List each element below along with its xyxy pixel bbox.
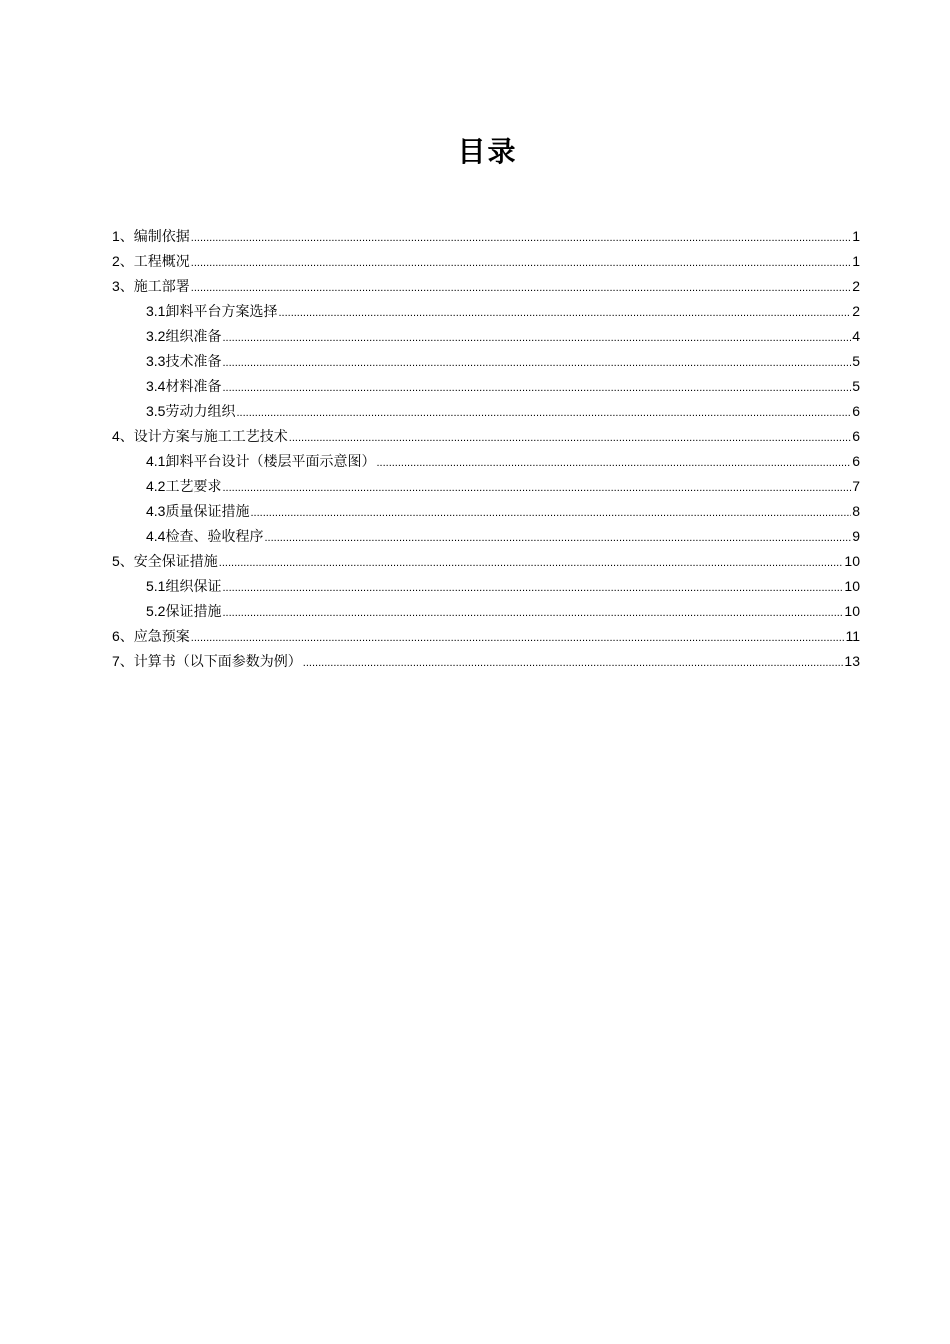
toc-entry-number: 3.3 bbox=[146, 353, 166, 369]
toc-entry-number: 5.1 bbox=[146, 578, 166, 594]
toc-entry[interactable] bbox=[146, 324, 860, 348]
toc-entry-text: 质量保证措施 bbox=[165, 504, 250, 520]
toc-entry[interactable] bbox=[112, 649, 860, 673]
toc-entry-number: 4.1 bbox=[146, 453, 166, 469]
toc-entry-page: 4 bbox=[852, 328, 860, 344]
toc-entry-text: 应急预案 bbox=[133, 629, 190, 645]
toc-leader-dots bbox=[278, 301, 851, 325]
toc-entry-number: 3、 bbox=[112, 278, 134, 294]
toc-entry-number: 4.2 bbox=[146, 478, 166, 494]
toc-entry-text: 施工部署 bbox=[133, 279, 190, 295]
toc-entry-page: 6 bbox=[852, 403, 860, 419]
toc-entry-text: 技术准备 bbox=[165, 354, 222, 370]
toc-leader-dots bbox=[264, 526, 851, 550]
toc-entry[interactable] bbox=[112, 224, 860, 248]
toc-leader-dots bbox=[219, 551, 844, 575]
toc-leader-dots bbox=[222, 576, 843, 600]
toc-entry-page: 8 bbox=[852, 503, 860, 519]
toc-entry-text: 设计方案与施工工艺技术 bbox=[133, 429, 288, 445]
toc-leader-dots bbox=[222, 476, 851, 500]
toc-leader-dots bbox=[303, 651, 844, 675]
toc-entry-page: 2 bbox=[852, 278, 860, 294]
toc-leader-dots bbox=[289, 426, 851, 450]
toc-entry-number: 4.4 bbox=[146, 528, 166, 544]
toc-leader-dots bbox=[222, 326, 851, 350]
toc-leader-dots bbox=[191, 251, 851, 275]
toc-entry-text: 卸料平台方案选择 bbox=[165, 304, 278, 320]
toc-leader-dots bbox=[222, 601, 843, 625]
toc-entry-number: 3.2 bbox=[146, 328, 166, 344]
toc-entry[interactable] bbox=[112, 624, 860, 648]
toc-entry-number: 3.4 bbox=[146, 378, 166, 394]
toc-entry-text: 组织准备 bbox=[165, 329, 222, 345]
toc-entry-page: 6 bbox=[852, 428, 860, 444]
toc-entry-text: 组织保证 bbox=[165, 579, 222, 595]
toc-entry-page: 9 bbox=[852, 528, 860, 544]
toc-entry-page: 13 bbox=[844, 653, 860, 669]
toc-entry-page: 11 bbox=[845, 628, 860, 644]
toc-entry-page: 7 bbox=[852, 478, 860, 494]
toc-entry-page: 2 bbox=[852, 303, 860, 319]
toc-entry[interactable] bbox=[112, 274, 860, 298]
toc-entry-text: 劳动力组织 bbox=[165, 404, 236, 420]
toc-entry-page: 10 bbox=[844, 553, 860, 569]
toc-entry-page: 1 bbox=[852, 253, 860, 269]
toc-entry[interactable] bbox=[146, 299, 860, 323]
toc-entry-number: 3.5 bbox=[146, 403, 166, 419]
toc-entry-text: 卸料平台设计（楼层平面示意图） bbox=[165, 454, 376, 470]
toc-entry-page: 10 bbox=[844, 578, 860, 594]
toc-leader-dots bbox=[250, 501, 851, 525]
toc-entry[interactable] bbox=[146, 499, 860, 523]
toc-entry-number: 1、 bbox=[112, 228, 134, 244]
toc-entry[interactable] bbox=[146, 449, 860, 473]
toc-entry-number: 7、 bbox=[112, 653, 134, 669]
toc-title: 目录 bbox=[457, 135, 518, 168]
toc-entry[interactable] bbox=[146, 349, 860, 373]
toc-entry-page: 6 bbox=[852, 453, 860, 469]
toc-entry-text: 保证措施 bbox=[165, 604, 222, 620]
toc-entry[interactable] bbox=[146, 599, 860, 623]
toc-leader-dots bbox=[222, 376, 851, 400]
toc-leader-dots bbox=[191, 226, 851, 250]
toc-entry[interactable] bbox=[112, 424, 860, 448]
toc-leader-dots bbox=[191, 276, 851, 300]
toc-entry-number: 2、 bbox=[112, 253, 134, 269]
toc-entry-page: 5 bbox=[852, 353, 860, 369]
toc-entry-text: 计算书（以下面参数为例） bbox=[133, 654, 302, 670]
toc-entry[interactable] bbox=[146, 524, 860, 548]
toc-entry-number: 3.1 bbox=[146, 303, 166, 319]
toc-entry-text: 工艺要求 bbox=[165, 479, 222, 495]
toc-entry[interactable] bbox=[146, 374, 860, 398]
toc-leader-dots bbox=[222, 351, 851, 375]
toc-leader-dots bbox=[236, 401, 851, 425]
toc-entry-number: 4、 bbox=[112, 428, 134, 444]
toc-entry[interactable] bbox=[146, 474, 860, 498]
toc-entry-page: 1 bbox=[852, 228, 860, 244]
toc-entry-number: 5、 bbox=[112, 553, 134, 569]
toc-entry[interactable] bbox=[146, 399, 860, 423]
toc-entry-text: 编制依据 bbox=[133, 229, 190, 245]
toc-entry[interactable] bbox=[112, 249, 860, 273]
toc-entry-text: 工程概况 bbox=[133, 254, 190, 270]
toc-entry-number: 6、 bbox=[112, 628, 134, 644]
toc-entry[interactable] bbox=[146, 574, 860, 598]
toc-entry-text: 材料准备 bbox=[165, 379, 222, 395]
toc-entry-text: 安全保证措施 bbox=[133, 554, 218, 570]
toc-leader-dots bbox=[191, 626, 845, 650]
toc-entry-number: 5.2 bbox=[146, 603, 166, 619]
toc-entry-text: 检查、验收程序 bbox=[165, 529, 264, 545]
toc-entry-page: 10 bbox=[844, 603, 860, 619]
toc-entry-page: 5 bbox=[852, 378, 860, 394]
toc-leader-dots bbox=[376, 451, 851, 475]
toc-entry-number: 4.3 bbox=[146, 503, 166, 519]
toc-entry[interactable] bbox=[112, 549, 860, 573]
